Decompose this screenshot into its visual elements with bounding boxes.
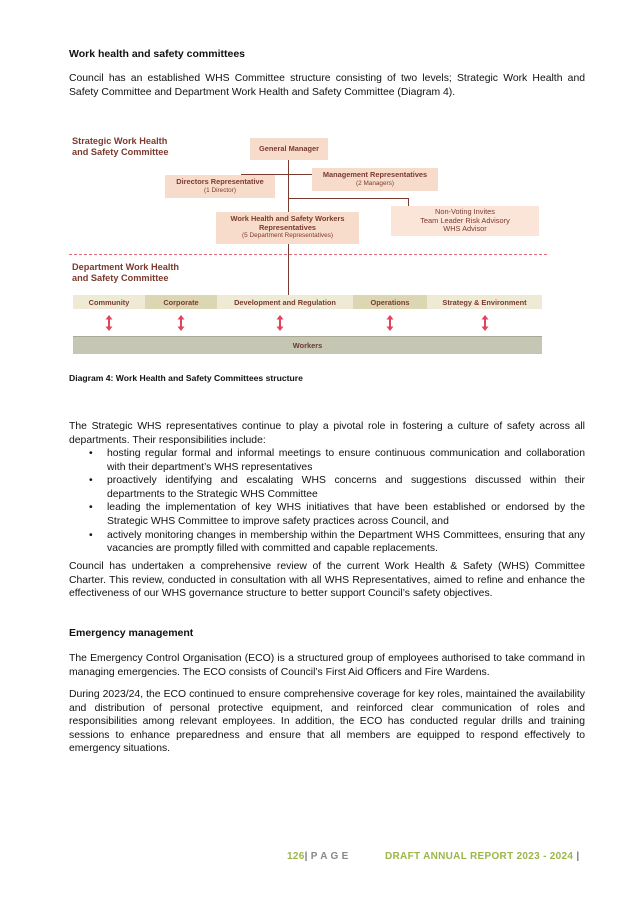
dept-community: Community (73, 295, 145, 309)
intro-paragraph: Council has an established WHS Committee structure consisting of two levels; Strategic Work Health and Safety Committee and Department Work Health and Safety Committee (Diagram 4). (69, 73, 585, 98)
directors-rep-sub: (1 Director) (204, 186, 236, 194)
list-item: • actively monitoring changes in membership within the Department WHS Committees, ensuring that any vacancies are promptly filled with committed and capable replacements. (69, 529, 585, 556)
double-arrow-icon (176, 314, 186, 332)
list-item: • proactively identifying and escalating WHS concerns and suggestions discussed within their departments to the Strategic WHS Committee (69, 474, 585, 501)
whs-workers-sub: (5 Department Representatives) (242, 232, 333, 240)
strategic-reps-paragraph: The Strategic WHS representatives continue to play a pivotal role in fostering a culture of safety across all departments. Their responsibilities include: (69, 421, 585, 446)
section-heading-whs-committees: Work health and safety committees (69, 48, 246, 60)
footer-page-number: 126| P A G E (287, 851, 349, 862)
page-number: 126 (287, 851, 305, 862)
dept-corporate: Corporate (145, 295, 217, 309)
general-manager-box (250, 138, 328, 160)
double-arrow-icon (385, 314, 395, 332)
management-rep-sub: (2 Managers) (355, 179, 394, 187)
department-label-line-2: and Safety Committee (72, 273, 169, 283)
page-word: P A G E (310, 851, 349, 862)
list-item: • leading the implementation of key WHS initiatives that have been established or endorsed by the Strategic WHS Committee to improve safety practices across Council, and (69, 501, 585, 528)
double-arrow-icon (275, 314, 285, 332)
directors-rep-label: Directors Representative (176, 176, 264, 186)
nonvoting-line-2: Team Leader Risk Advisory (420, 215, 510, 225)
double-arrow-icon (104, 314, 114, 332)
connector-nonvoting-drop (408, 198, 409, 206)
connector-management (288, 174, 312, 175)
committee-structure-diagram (69, 132, 549, 357)
strategic-committee-label (72, 136, 169, 158)
workers-bar: Workers (73, 336, 542, 354)
directors-representative-box (165, 175, 275, 198)
double-arrow-icon (480, 314, 490, 332)
charter-review-paragraph: Council has undertaken a comprehensive review of the current Work Health & Safety (WHS) Committee Charter. This review, conducted in consultation with all WHS Representatives, aimed to refine and enhance the effectiveness of our WHS governance structure to better support Council’s safety objectives. (69, 561, 585, 600)
general-manager-label: General Manager (259, 143, 319, 153)
whs-workers-line-1: Work Health and Safety Workers (230, 214, 345, 224)
whs-workers-representatives-box (216, 212, 359, 244)
list-item: • hosting regular formal and informal meetings to ensure continuous communication and collaboration with their department’s WHS representatives (69, 447, 585, 474)
committee-divider-dashed (69, 254, 547, 255)
nonvoting-line-3: WHS Advisor (443, 224, 487, 234)
department-label-line-1: Department Work Health (72, 262, 180, 272)
management-representatives-box (312, 168, 438, 191)
dept-development-regulation: Development and Regulation (217, 295, 353, 309)
diagram-caption: Diagram 4: Work Health and Safety Committees structure (69, 373, 303, 383)
strategic-label-line-1: Strategic Work Health (72, 136, 168, 146)
non-voting-invites-box (391, 206, 539, 236)
dept-strategy-environment: Strategy & Environment (427, 295, 542, 309)
department-committee-label (72, 262, 179, 284)
footer-report-title: DRAFT ANNUAL REPORT 2023 - 2024 | (385, 851, 580, 862)
dept-operations: Operations (353, 295, 427, 309)
strategic-label-line-2: and Safety Committee (72, 147, 169, 157)
eco-2023-paragraph: During 2023/24, the ECO continued to ensure comprehensive coverage for key roles, maintained the availability and distribution of personal protective equipment, and reinforced clear communication of roles and responsibilities among relevant employees. In addition, the ECO has conducted regular drills and training sessions to enhance preparedness and ensure that all members are equipped to respond effectively to emergency situations. (69, 689, 585, 755)
report-title: DRAFT ANNUAL REPORT 2023 - 2024 (385, 851, 574, 862)
responsibilities-list (69, 447, 585, 556)
management-rep-label: Management Representatives (322, 169, 428, 179)
whs-workers-line-2: Representatives (258, 222, 317, 232)
nonvoting-line-1: Non-Voting Invites (435, 207, 495, 217)
section-heading-emergency: Emergency management (69, 627, 194, 639)
connector-nonvoting (288, 198, 408, 199)
eco-paragraph: The Emergency Control Organisation (ECO) is a structured group of employees authorised to take command in managing emergencies. The ECO consists of Council’s First Aid Officers and Fire Wardens. (69, 653, 585, 678)
